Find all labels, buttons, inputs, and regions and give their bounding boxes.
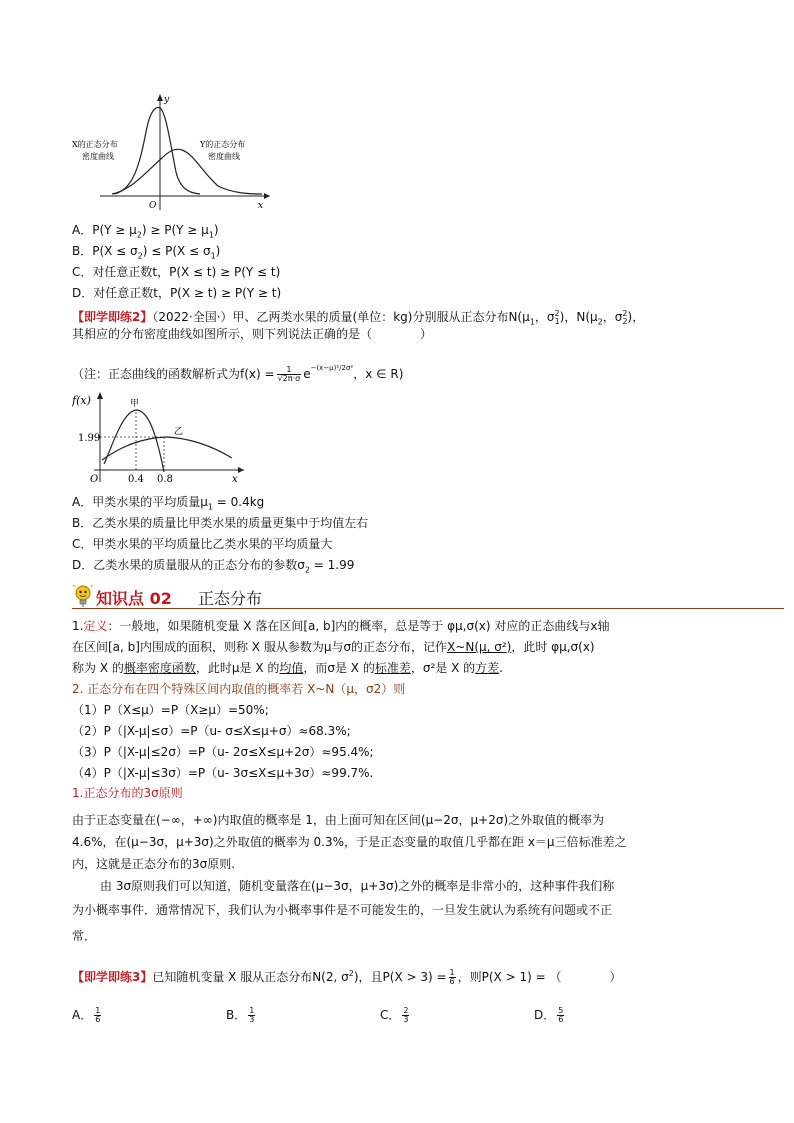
- q2-stem-line2: 其相应的分布密度曲线如图所示，则下列说法正确的是（ ）: [72, 327, 433, 341]
- q2-stem-line1: 【即学即练2】（2022·全国·）甲、乙两类水果的质量(单位：kg)分别服从正态分布$N(\mu_1$，$\sigma^2_1$)，$N(\mu_2$，$\sigma^2_2$)，: [72, 309, 645, 327]
- rule-p2: 4.6%，在(μ−3σ，μ+3σ)之外取值的概率为 0.3%，于是正态变量的取值几乎都在距 x＝μ三倍标准差之: [72, 835, 627, 849]
- fig1-x-label: x: [258, 201, 264, 211]
- q2-x-axis-arrow: [238, 467, 244, 473]
- fig1-y-label: y: [164, 95, 170, 105]
- sec2-item-3: （3）P（|X-μ|≤2σ）=P（u- 2σ≤X≤μ+2σ）≈95.4%;: [72, 745, 374, 759]
- sec2-item-1: （1）P（X≤μ）=P（X≥μ）=50%;: [72, 703, 269, 717]
- rule-p6: 常．: [72, 929, 97, 943]
- x-axis-arrow: [264, 193, 270, 199]
- def-line2: 在区间[a, b]内围成的面积，则称 X 服从参数为μ与σ的正态分布，记作X~N(μ, σ²)，此时 φμ,σ(x): [72, 640, 595, 654]
- def-line1: 1.定义：一般地，如果随机变量 X 落在区间[a, b]内的概率，总是等于 φμ,σ(x) 对应的正态曲线与x轴: [72, 619, 610, 633]
- q2-y-axis-arrow: [97, 392, 103, 399]
- rule-heading: 1.正态分布的3σ原则: [72, 786, 183, 800]
- normal-curves-figure: [72, 92, 272, 212]
- sec2-heading: 2. 正态分布在四个特殊区间内取值的概率若 X~N（μ，σ2）则: [72, 682, 406, 696]
- y-curve-label-1: Y的正态分布: [200, 140, 246, 149]
- q2-graph-x-label: x: [232, 474, 238, 484]
- knowledge-point-label: 知识点 02: [96, 589, 172, 608]
- def-line3: 称为 X 的概率密度函数，此时μ是 X 的均值，而σ是 X 的标准差，σ²是 X 的方差.: [72, 661, 503, 675]
- rule-p3: 内，这就是正态分布的3σ原则.: [72, 857, 236, 871]
- yi-curve: [102, 437, 232, 460]
- x-curve-label-1: X的正态分布: [72, 140, 118, 149]
- q2-graph-y-label: f(x): [72, 394, 91, 407]
- tick-0-4: 0.4: [128, 474, 144, 484]
- lightbulb-icon: [72, 584, 94, 608]
- label-jia: 甲: [130, 399, 140, 409]
- q2-graph: [72, 392, 252, 484]
- q3-option-c[interactable]: C． $\frac{2}{3}$: [380, 1006, 409, 1024]
- jia-curve: [104, 410, 164, 472]
- rule-p5: 为小概率事件．通常情况下，我们认为小概率事件是不可能发生的，一旦发生就认为系统有问题或不正: [72, 903, 613, 917]
- tick-0-8: 0.8: [157, 474, 173, 484]
- x-curve-label-2: 密度曲线: [82, 152, 114, 161]
- prev-option-b: B．$P(X \le \sigma_2) \le P(X \le \sigma_1)$: [72, 244, 221, 261]
- y-curve-label-2: 密度曲线: [208, 152, 240, 161]
- prev-option-a: A．$P(Y \ge \mu_2) \ge P(Y \ge \mu_1)$: [72, 223, 219, 240]
- q2-option-c: C．甲类水果的平均质量比乙类水果的平均质量大: [72, 537, 333, 551]
- q2-tag: 【即学即练2】: [72, 310, 153, 324]
- q2-option-d: D．乙类水果的质量服从的正态分布的参数$\sigma_2 = 1.99$: [72, 558, 355, 575]
- q2-option-b: B．乙类水果的质量比甲类水果的质量更集中于均值左右: [72, 516, 369, 530]
- prev-option-c: C．对任意正数t，P(X ≤ t) ≥ P(Y ≤ t): [72, 265, 281, 279]
- q3-option-a[interactable]: A． $\frac{1}{6}$: [72, 1006, 101, 1024]
- fig1-origin: O: [149, 201, 157, 211]
- q2-note: （注：正态曲线的函数解析式为f(x) = $\frac{1}{√2\pi\cdot\sigma}$ $e^{-(x-\mu)^2/2\sigma^2}$，x ∈ R): [72, 364, 404, 383]
- q3-stem: 【即学即练3】已知随机变量 X 服从正态分布N(2, $\sigma^2$)，且P(X > 3) = $\frac{1}{6}$ ，则P(X > 1) = （ ）: [72, 968, 622, 986]
- knowledge-point-title: 正态分布: [198, 589, 263, 608]
- q3-tag: 【即学即练3】: [72, 970, 153, 984]
- prev-option-d: D．对任意正数t，P(X ≥ t) ≥ P(Y ≥ t): [72, 286, 282, 300]
- q3-option-d[interactable]: D． $\frac{5}{6}$: [534, 1006, 564, 1024]
- sec2-item-2: （2）P（|X-μ|≤σ）=P（u- σ≤X≤μ+σ）≈68.3%;: [72, 724, 351, 738]
- tick-1-99: 1.99: [78, 433, 101, 444]
- rule-p1: 由于正态变量在(−∞，+∞)内取值的概率是 1，由上面可知在区间(μ−2σ，μ+2σ)之外取值的概率为: [72, 813, 605, 827]
- label-yi: 乙: [174, 427, 184, 437]
- sec2-item-4: （4）P（|X-μ|≤3σ）=P（u- 3σ≤X≤μ+3σ）≈99.7%.: [72, 766, 374, 780]
- rule-p4: 由 3σ原则我们可以知道，随机变量落在(μ−3σ，μ+3σ)之外的概率是非常小的，这种事件我们称: [100, 879, 615, 893]
- q3-option-b[interactable]: B． $\frac{1}{3}$: [226, 1006, 255, 1024]
- x-density-curve: [114, 108, 200, 194]
- q2-graph-origin: O: [90, 474, 99, 484]
- y-axis-arrow: [157, 94, 163, 101]
- q2-option-a: A．甲类水果的平均质量$\mu_1 = 0.4kg$: [72, 495, 265, 512]
- knowledge-point-header: [72, 584, 784, 609]
